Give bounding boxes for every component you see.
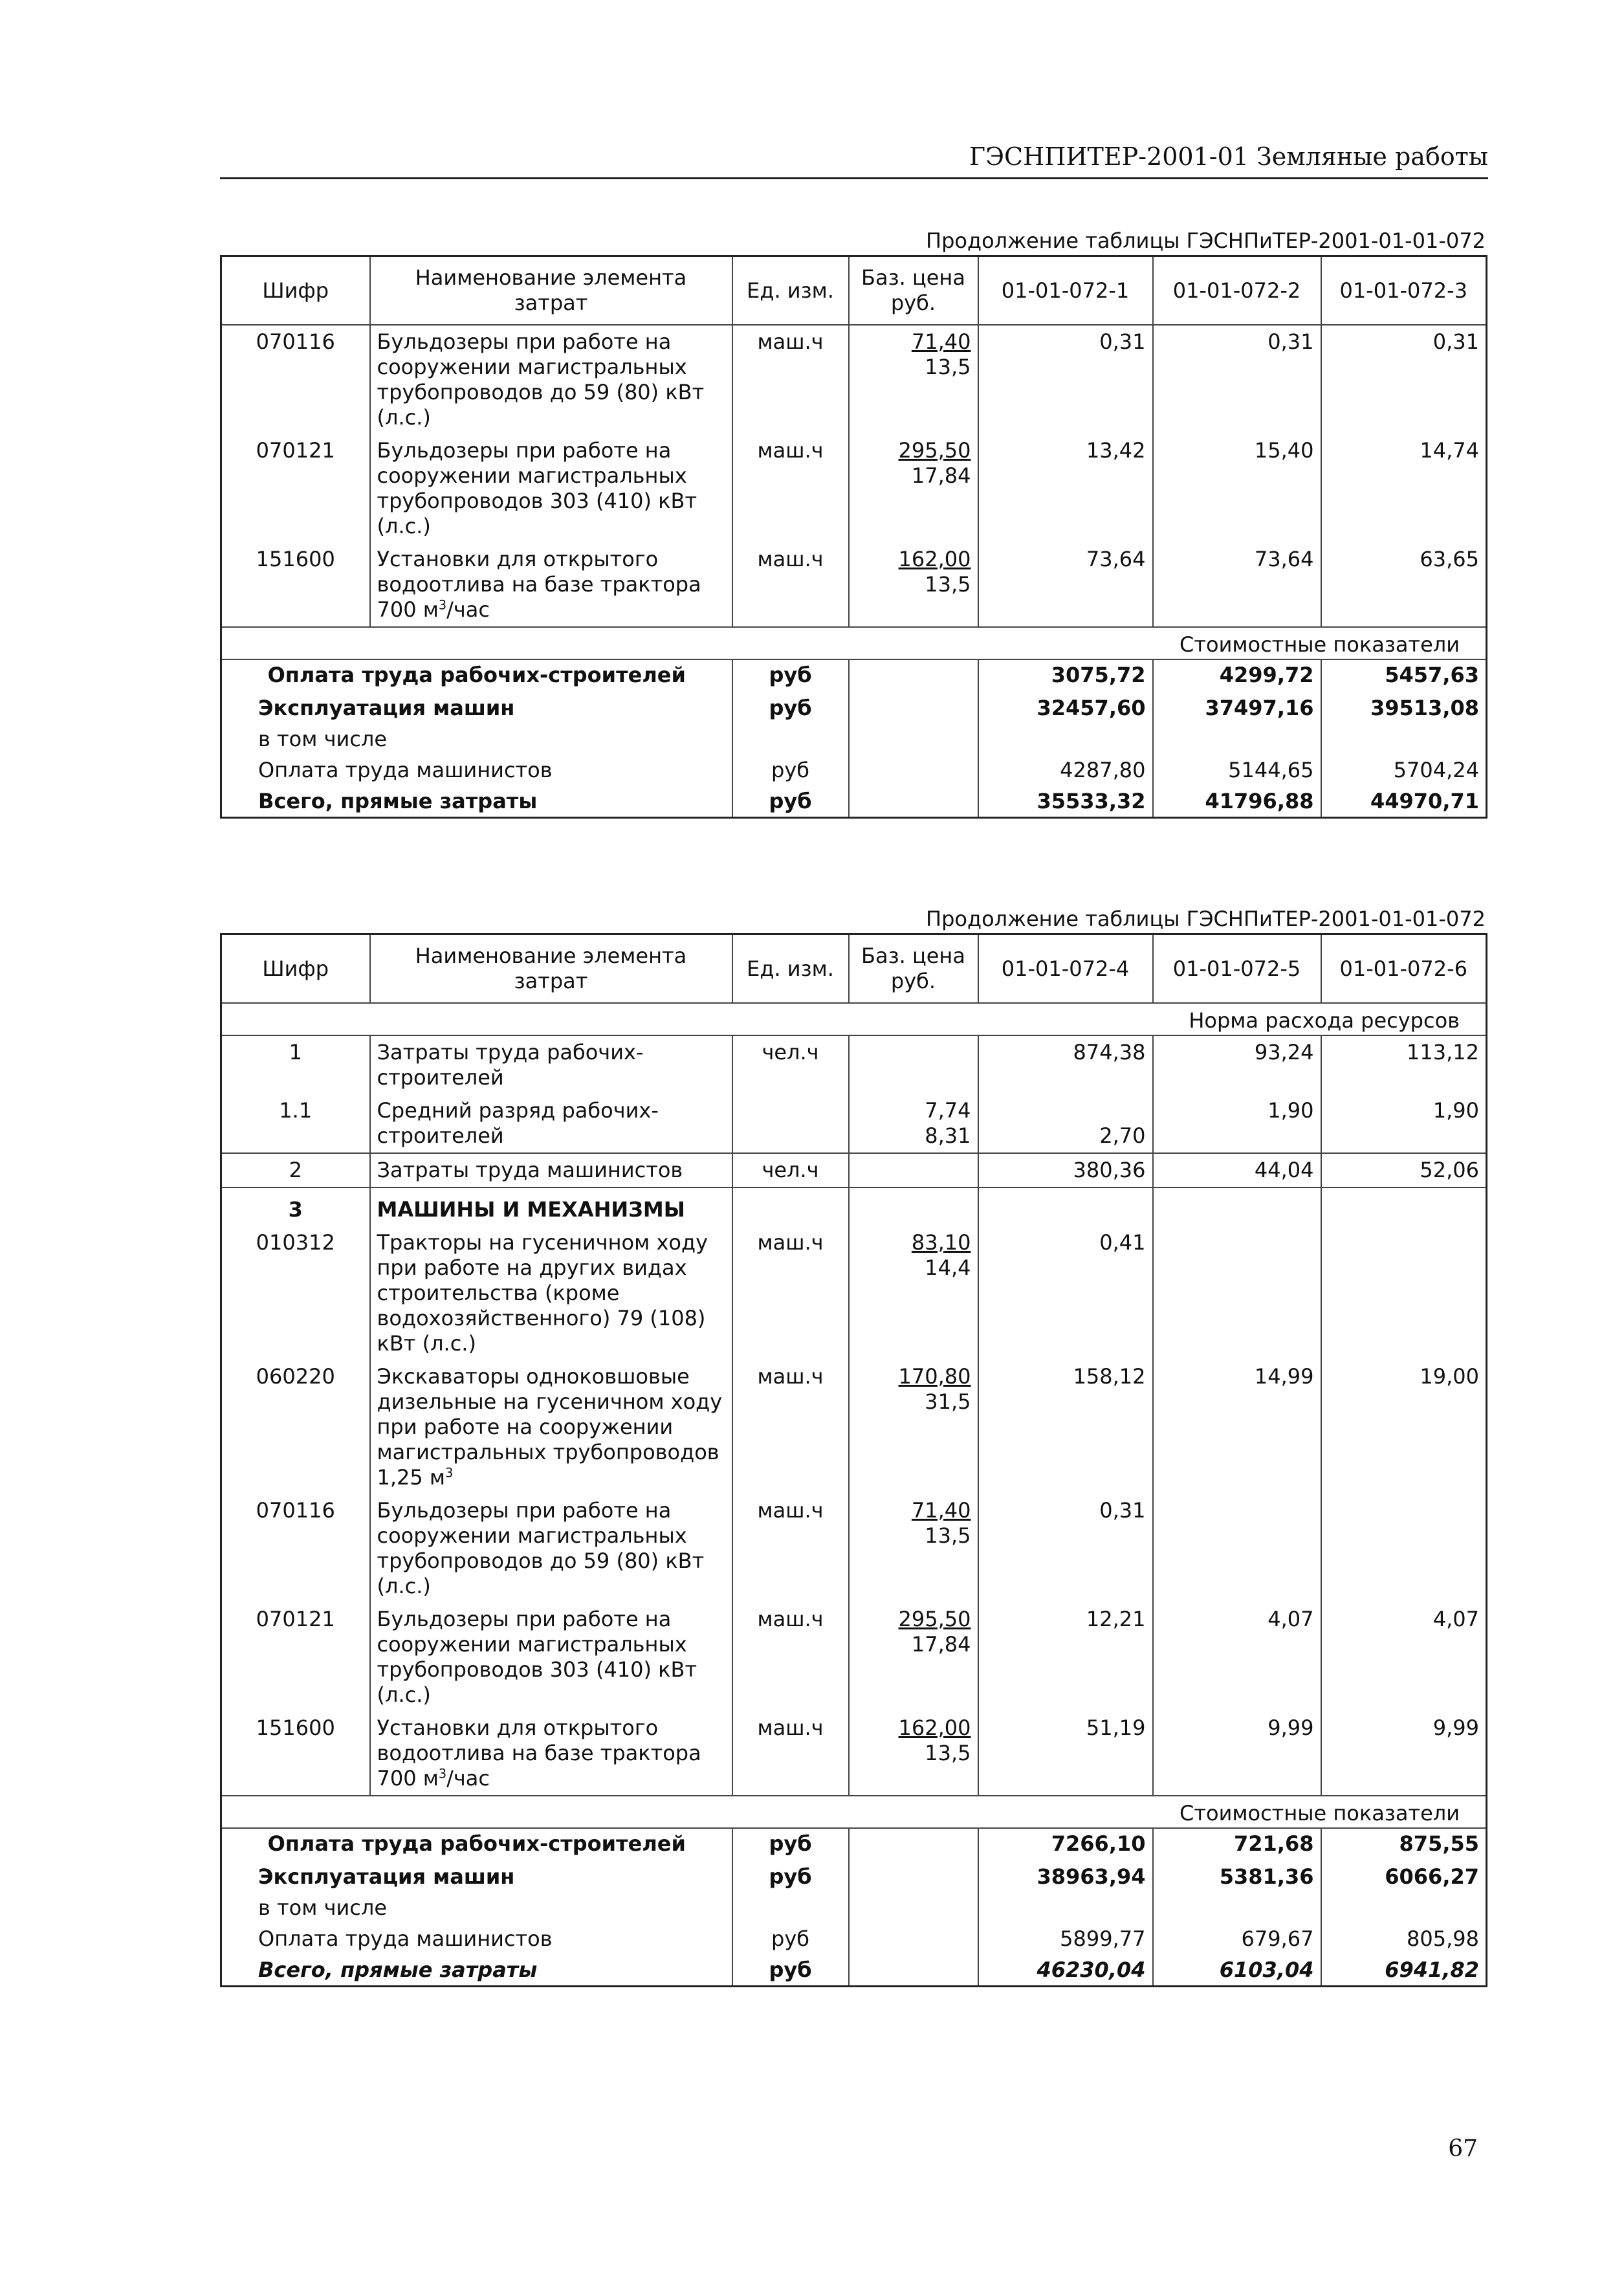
band-label: Стоимостные показатели xyxy=(221,1796,1487,1828)
row-value-3: 113,12 xyxy=(1321,1035,1487,1094)
row-name: Затраты труда машинистов xyxy=(370,1153,732,1187)
row-unit: маш.ч xyxy=(732,434,849,543)
summary-unit: руб xyxy=(732,1923,849,1954)
summary-label: Всего, прямые затраты xyxy=(221,1954,732,1987)
col-header-price: Баз. цена руб. xyxy=(849,934,978,1004)
row-value-2: 9,99 xyxy=(1153,1712,1321,1796)
row-value-3 xyxy=(1321,1226,1487,1360)
row-value-1: 158,12 xyxy=(978,1360,1153,1494)
row-value-1: 874,38 xyxy=(978,1035,1153,1094)
summary-value-1: 38963,94 xyxy=(978,1861,1153,1892)
row-unit: маш.ч xyxy=(732,1226,849,1360)
row-code: 070116 xyxy=(221,1494,370,1603)
row-price: 170,80 31,5 xyxy=(849,1360,978,1494)
summary-value-1: 7266,10 xyxy=(978,1828,1153,1861)
summary-label: Оплата труда рабочих-строителей xyxy=(221,659,732,692)
table1-caption: Продолжение таблицы ГЭСНПиТЕР-2001-01-01-072 xyxy=(926,228,1486,253)
summary-value-2: 4299,72 xyxy=(1153,659,1321,692)
summary-value-3: 5704,24 xyxy=(1321,755,1487,786)
summary-value-1: 46230,04 xyxy=(978,1954,1153,1987)
row-value-2 xyxy=(1153,1494,1321,1603)
row-value-1: 0,41 xyxy=(978,1226,1153,1360)
summary-label: Эксплуатация машин xyxy=(221,692,732,723)
table1 xyxy=(220,255,1487,819)
row-value-3: 19,00 xyxy=(1321,1360,1487,1494)
row-price: 295,50 17,84 xyxy=(849,1603,978,1712)
section-row xyxy=(221,1187,1487,1226)
col-header-code: Шифр xyxy=(221,934,370,1004)
table-row xyxy=(221,1494,1487,1603)
row-code: 1 xyxy=(221,1035,370,1094)
summary-row xyxy=(221,723,1487,755)
summary-value-2: 5144,65 xyxy=(1153,755,1321,786)
table-row xyxy=(221,1712,1487,1796)
row-code: 3 xyxy=(221,1187,370,1226)
summary-value-3: 39513,08 xyxy=(1321,692,1487,723)
summary-value-2: 41796,88 xyxy=(1153,786,1321,818)
summary-value-2: 6103,04 xyxy=(1153,1954,1321,1987)
row-name: Бульдозеры при работе на сооружении магистральных трубопроводов до 59 (80) кВт (л.с.) xyxy=(370,325,732,434)
row-unit: чел.ч xyxy=(732,1035,849,1094)
row-value-2: 0,31 xyxy=(1153,325,1321,434)
table-row xyxy=(221,1360,1487,1494)
row-code: 151600 xyxy=(221,1712,370,1796)
row-name: Установки для открытого водоотлива на базе трактора 700 $м^3$/час xyxy=(370,543,732,627)
summary-value-3: 6066,27 xyxy=(1321,1861,1487,1892)
table-row xyxy=(221,543,1487,627)
table-row xyxy=(221,434,1487,543)
col-header-c1: 01-01-072-1 xyxy=(978,256,1153,325)
row-code: 070116 xyxy=(221,325,370,434)
summary-value-3: 44970,71 xyxy=(1321,786,1487,818)
table-row xyxy=(221,1226,1487,1360)
summary-label: Оплата труда машинистов xyxy=(221,1923,732,1954)
summary-row xyxy=(221,692,1487,723)
table1-header-row xyxy=(221,256,1487,325)
summary-row xyxy=(221,1892,1487,1923)
row-name: Бульдозеры при работе на сооружении магистральных трубопроводов 303 (410) кВт (л.с.) xyxy=(370,434,732,543)
table-row xyxy=(221,1153,1487,1187)
row-value-1: 380,36 xyxy=(978,1153,1153,1187)
row-code: 070121 xyxy=(221,1603,370,1712)
row-value-1: 51,19 xyxy=(978,1712,1153,1796)
row-name: Затраты труда рабочих-строителей xyxy=(370,1035,732,1094)
summary-label: Оплата труда рабочих-строителей xyxy=(221,1828,732,1861)
summary-value-1: 5899,77 xyxy=(978,1923,1153,1954)
resource-norm-band xyxy=(221,1003,1487,1035)
row-value-1: 13,42 xyxy=(978,434,1153,543)
row-price: 71,40 13,5 xyxy=(849,1494,978,1603)
row-code: 010312 xyxy=(221,1226,370,1360)
row-price: 162,00 13,5 xyxy=(849,543,978,627)
summary-value-1: 3075,72 xyxy=(978,659,1153,692)
col-header-code: Шифр xyxy=(221,256,370,325)
cost-indicators-band xyxy=(221,1796,1487,1828)
summary-value-3: 5457,63 xyxy=(1321,659,1487,692)
summary-row xyxy=(221,659,1487,692)
summary-unit: руб xyxy=(732,1861,849,1892)
summary-row xyxy=(221,1923,1487,1954)
summary-label: Всего, прямые затраты xyxy=(221,786,732,818)
summary-value-1: 32457,60 xyxy=(978,692,1153,723)
summary-value-3: 875,55 xyxy=(1321,1828,1487,1861)
row-name: Средний разряд рабочих-строителей xyxy=(370,1094,732,1153)
summary-label: в том числе xyxy=(221,1892,732,1923)
row-value-1: 73,64 xyxy=(978,543,1153,627)
cost-indicators-band xyxy=(221,627,1487,659)
row-unit: маш.ч xyxy=(732,1494,849,1603)
row-value-3: 52,06 xyxy=(1321,1153,1487,1187)
summary-value-2: 5381,36 xyxy=(1153,1861,1321,1892)
summary-value-2: 721,68 xyxy=(1153,1828,1321,1861)
summary-row xyxy=(221,1828,1487,1861)
summary-row xyxy=(221,755,1487,786)
table2-caption: Продолжение таблицы ГЭСНПиТЕР-2001-01-01-072 xyxy=(926,907,1486,931)
summary-unit: руб xyxy=(732,692,849,723)
row-value-1: 2,70 xyxy=(978,1094,1153,1153)
col-header-name: Наименование элемента затрат xyxy=(370,934,732,1004)
summary-value-3: 6941,82 xyxy=(1321,1954,1487,1987)
row-price: 295,50 17,84 xyxy=(849,434,978,543)
col-header-price: Баз. цена руб. xyxy=(849,256,978,325)
row-value-2: 73,64 xyxy=(1153,543,1321,627)
summary-unit: руб xyxy=(732,755,849,786)
col-header-c2: 01-01-072-5 xyxy=(1153,934,1321,1004)
summary-row xyxy=(221,1861,1487,1892)
col-header-c2: 01-01-072-2 xyxy=(1153,256,1321,325)
table2 xyxy=(220,933,1487,1987)
col-header-unit: Ед. изм. xyxy=(732,256,849,325)
summary-value-1: 4287,80 xyxy=(978,755,1153,786)
col-header-name: Наименование элемента затрат xyxy=(370,256,732,325)
summary-row xyxy=(221,786,1487,818)
row-value-1: 0,31 xyxy=(978,1494,1153,1603)
summary-value-2: 679,67 xyxy=(1153,1923,1321,1954)
row-value-2: 1,90 xyxy=(1153,1094,1321,1153)
summary-unit: руб xyxy=(732,1954,849,1987)
band-label: Стоимостные показатели xyxy=(221,627,1487,659)
summary-label: Оплата труда машинистов xyxy=(221,755,732,786)
row-value-3: 4,07 xyxy=(1321,1603,1487,1712)
page-number: 67 xyxy=(1448,2135,1478,2162)
row-code: 070121 xyxy=(221,434,370,543)
row-value-2: 44,04 xyxy=(1153,1153,1321,1187)
row-value-3 xyxy=(1321,1494,1487,1603)
row-value-2: 4,07 xyxy=(1153,1603,1321,1712)
row-value-1: 12,21 xyxy=(978,1603,1153,1712)
summary-row xyxy=(221,1954,1487,1987)
col-header-c3: 01-01-072-6 xyxy=(1321,934,1487,1004)
summary-value-2: 37497,16 xyxy=(1153,692,1321,723)
col-header-c3: 01-01-072-3 xyxy=(1321,256,1487,325)
row-name: Бульдозеры при работе на сооружении магистральных трубопроводов до 59 (80) кВт (л.с.) xyxy=(370,1494,732,1603)
row-unit: маш.ч xyxy=(732,543,849,627)
row-name: Экскаваторы одноковшовые дизельные на гусеничном ходу при работе на сооружении магистральных трубопроводов 1,25 $м^3$ xyxy=(370,1360,732,1494)
row-value-3: 0,31 xyxy=(1321,325,1487,434)
summary-unit: руб xyxy=(732,659,849,692)
summary-value-3: 805,98 xyxy=(1321,1923,1487,1954)
table-row xyxy=(221,325,1487,434)
table-row xyxy=(221,1603,1487,1712)
row-price: 71,40 13,5 xyxy=(849,325,978,434)
running-head: ГЭСНПИТЕР-2001-01 Земляные работы xyxy=(220,141,1488,179)
col-header-unit: Ед. изм. xyxy=(732,934,849,1004)
row-code: 1.1 xyxy=(221,1094,370,1153)
summary-value-1: 35533,32 xyxy=(978,786,1153,818)
row-code: 060220 xyxy=(221,1360,370,1494)
summary-label: Эксплуатация машин xyxy=(221,1861,732,1892)
row-value-3: 14,74 xyxy=(1321,434,1487,543)
row-name: Установки для открытого водоотлива на базе трактора 700 $м^3$/час xyxy=(370,1712,732,1796)
row-value-2: 15,40 xyxy=(1153,434,1321,543)
row-unit: маш.ч xyxy=(732,325,849,434)
row-value-2: 14,99 xyxy=(1153,1360,1321,1494)
table-row xyxy=(221,1035,1487,1094)
row-unit: маш.ч xyxy=(732,1360,849,1494)
col-header-c1: 01-01-072-4 xyxy=(978,934,1153,1004)
row-unit: чел.ч xyxy=(732,1153,849,1187)
row-value-3: 63,65 xyxy=(1321,543,1487,627)
row-value-3: 9,99 xyxy=(1321,1712,1487,1796)
row-value-3: 1,90 xyxy=(1321,1094,1487,1153)
row-value-2: 93,24 xyxy=(1153,1035,1321,1094)
summary-label: в том числе xyxy=(221,723,732,755)
row-price: 162,00 13,5 xyxy=(849,1712,978,1796)
row-price: 7,74 8,31 xyxy=(849,1094,978,1153)
band-label: Норма расхода ресурсов xyxy=(221,1003,1487,1035)
row-unit: маш.ч xyxy=(732,1603,849,1712)
row-code: 151600 xyxy=(221,543,370,627)
row-name: Бульдозеры при работе на сооружении магистральных трубопроводов 303 (410) кВт (л.с.) xyxy=(370,1603,732,1712)
row-value-2 xyxy=(1153,1226,1321,1360)
row-value-1: 0,31 xyxy=(978,325,1153,434)
summary-unit: руб xyxy=(732,1828,849,1861)
table-row xyxy=(221,1094,1487,1153)
row-name: Тракторы на гусеничном ходу при работе на других видах строительства (кроме водохозяйственного) 79 (108) кВт (л.с.) xyxy=(370,1226,732,1360)
summary-unit: руб xyxy=(732,786,849,818)
section-title: МАШИНЫ И МЕХАНИЗМЫ xyxy=(370,1187,732,1226)
row-price: 83,10 14,4 xyxy=(849,1226,978,1360)
row-code: 2 xyxy=(221,1153,370,1187)
table2-header-row xyxy=(221,934,1487,1004)
row-unit: маш.ч xyxy=(732,1712,849,1796)
